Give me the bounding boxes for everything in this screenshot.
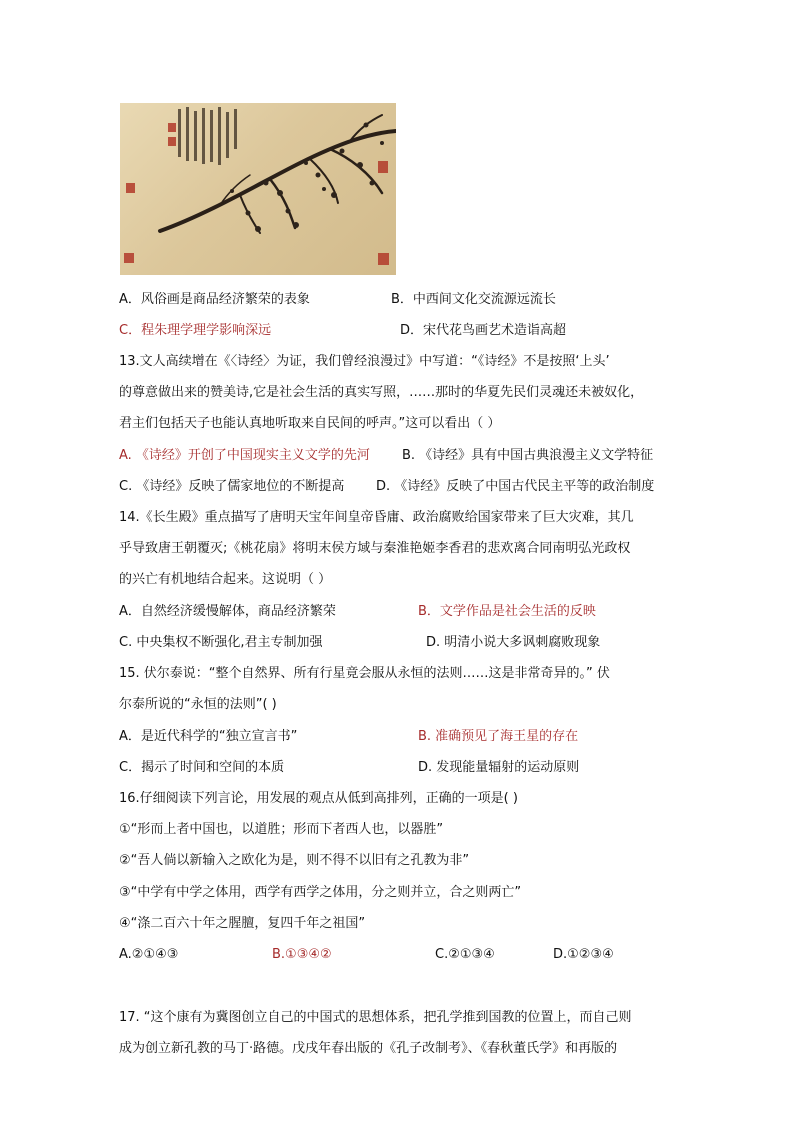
q13-stem-line-2: 的尊意做出来的赞美诗,它是社会生活的真实写照，……那时的华夏先民们灵魂还未被奴化，	[119, 385, 644, 400]
plum-blossom-drawing	[120, 103, 396, 275]
q16-statement-3: ③“中学有中学之体用，西学有西学之体用，分之则并立，合之则两亡”	[119, 885, 522, 900]
q16-statement-4: ④“涤二百六十年之腥膻，复四千年之祖国”	[119, 916, 366, 931]
q14-option-c: C. 中央集权不断强化,君主专制加强	[119, 635, 323, 650]
q14-option-a: A．自然经济缓慢解体，商品经济繁荣	[119, 604, 336, 619]
q14-option-d: D. 明清小说大多讽刺腐败现象	[426, 635, 601, 650]
q13-option-d: D. 《诗经》反映了中国古代民主平等的政治制度	[376, 479, 655, 494]
q15-option-d: D. 发现能量辐射的运动原则	[418, 760, 580, 775]
q14-stem-line-1: 14.《长生殿》重点描写了唐明天宝年间皇帝昏庸、政治腐败给国家带来了巨大灾难，其几	[119, 510, 634, 525]
q13-option-b: B. 《诗经》具有中国古典浪漫主义文学特征	[402, 448, 654, 463]
q13-stem-line-3: 君主们包括天子也能认真地听取来自民间的呼声。”这可以看出（ ）	[119, 416, 501, 431]
q16-option-a: A.②①④③	[119, 947, 179, 962]
q16-option-b: B.①③④②	[272, 947, 332, 962]
q12-option-c: C．程朱理学理学影响深远	[119, 323, 272, 338]
q15-stem-line-1: 15. 伏尔泰说：“整个自然界、所有行星竟会服从永恒的法则……这是非常奇异的。” 伏	[119, 666, 610, 681]
q12-option-a: A．风俗画是商品经济繁荣的表象	[119, 292, 310, 307]
q15-option-a: A．是近代科学的“独立宣言书”	[119, 729, 298, 744]
q16-stem: 16.仔细阅读下列言论，用发展的观点从低到高排列，正确的一项是( )	[119, 791, 518, 806]
q16-option-c: C.②①③④	[435, 947, 495, 962]
q13-option-a: A. 《诗经》开创了中国现实主义文学的先河	[119, 448, 370, 463]
q14-option-b: B．文学作品是社会生活的反映	[418, 604, 596, 619]
q14-stem-line-2: 乎导致唐王朝覆灭;《桃花扇》将明末侯方域与秦淮艳姬李香君的悲欢离合同南明弘光政权	[119, 541, 631, 556]
q12-option-d: D．宋代花鸟画艺术造诣高超	[400, 323, 567, 338]
q17-stem-line-1: 17. “这个康有为冀图创立自己的中国式的思想体系，把孔学推到国教的位置上，而自己则	[119, 1010, 632, 1025]
q16-option-d: D.①②③④	[553, 947, 614, 962]
q14-stem-line-3: 的兴亡有机地结合起来。这说明（ ）	[119, 572, 332, 587]
q13-option-c: C. 《诗经》反映了儒家地位的不断提高	[119, 479, 345, 494]
q15-stem-line-2: 尔泰所说的“永恒的法则”( )	[119, 697, 277, 712]
q15-option-c: C．揭示了时间和空间的本质	[119, 760, 285, 775]
q15-option-b: B. 准确预见了海王星的存在	[418, 729, 579, 744]
q16-statement-2: ②“吾人倘以新输入之欧化为是，则不得不以旧有之孔教为非”	[119, 853, 470, 868]
q12-option-b: B．中西间文化交流源远流长	[391, 292, 556, 307]
plum-blossom-painting	[120, 103, 396, 275]
q16-statement-1: ①“形而上者中国也，以道胜；形而下者西人也，以器胜”	[119, 822, 444, 837]
q17-stem-line-2: 成为创立新孔教的马丁·路德。戊戌年春出版的《孔子改制考》、《春秋董氏学》和再版的	[119, 1041, 618, 1056]
q13-stem-line-1: 13.文人高续增在《〈诗经〉为证，我们曾经浪漫过》中写道：“《诗经》不是按照‘上头’	[119, 354, 610, 369]
